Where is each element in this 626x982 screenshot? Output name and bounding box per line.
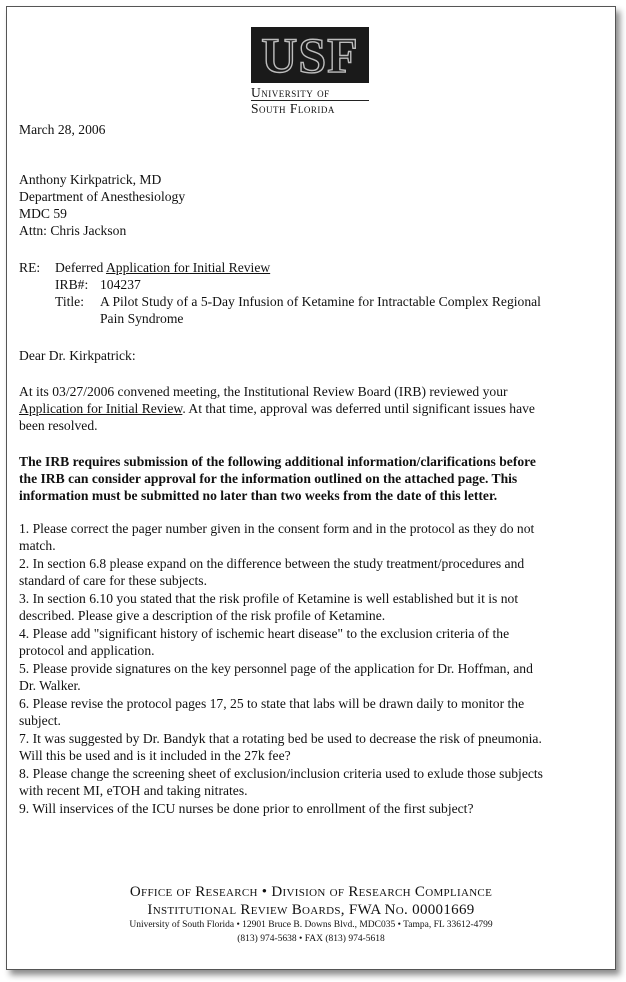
letter-date: March 28, 2006 — [19, 122, 106, 137]
title-label: Title: — [55, 294, 84, 309]
item-line: subject. — [19, 713, 61, 728]
footer-address: University of South Florida • 12901 Bruce B. Downs Blvd., MDC035 • Tampa, FL 33612-4799 — [129, 920, 493, 930]
salutation: Dear Dr. Kirkpatrick: — [19, 348, 136, 363]
item-line: 1. Please correct the pager number given in the consent form and in the protocol as they do not — [19, 521, 535, 536]
footer-phone: (813) 974-5638 • FAX (813) 974-5618 — [237, 934, 385, 944]
item-line: 9. Will inservices of the ICU nurses be done prior to enrollment of the first subject? — [19, 801, 474, 816]
logo-line-2: South Florida — [251, 101, 335, 116]
intro-line-2-rest: . At that time, approval was deferred until significant issues have — [182, 401, 535, 416]
recipient-attn: Attn: Chris Jackson — [19, 223, 127, 238]
irb-label: IRB#: — [55, 277, 89, 292]
requirement-line-1: The IRB requires submission of the following additional information/clarifications before — [19, 454, 536, 469]
usf-logo-mark — [251, 27, 369, 83]
re-deferred-prefix: Deferred — [55, 260, 104, 275]
item-line: 5. Please provide signatures on the key personnel page of the application for Dr. Hoffman, and — [19, 661, 533, 676]
intro-line-2 — [19, 400, 535, 417]
item-line: standard of care for these subjects. — [19, 573, 207, 588]
usf-logo-text: USF — [261, 27, 359, 83]
recipient-department: Department of Anesthesiology — [19, 189, 186, 204]
re-label: RE: — [19, 260, 41, 275]
intro-line-1: At its 03/27/2006 convened meeting, the Institutional Review Board (IRB) reviewed your — [19, 384, 508, 399]
usf-logo — [251, 27, 379, 116]
item-line: 8. Please change the screening sheet of exclusion/inclusion criteria used to exlude those subjects — [19, 766, 543, 781]
title-line-1: A Pilot Study of a 5-Day Infusion of Ketamine for Intractable Complex Regional — [100, 294, 541, 309]
footer-irb: Institutional Review Boards, FWA No. 00001669 — [147, 902, 475, 918]
item-line: 2. In section 6.8 please expand on the difference between the study treatment/procedures and — [19, 556, 525, 571]
title-line-2: Pain Syndrome — [100, 311, 184, 326]
item-line: protocol and application. — [19, 643, 155, 658]
re-application-link: Application for Initial Review — [105, 260, 271, 275]
intro-application-link: Application for Initial Review — [19, 401, 183, 416]
item-line: Will this be used and is it included in the 27k fee? — [19, 748, 291, 763]
irb-number: 104237 — [100, 277, 141, 292]
item-line: 6. Please revise the protocol pages 17, 25 to state that labs will be drawn daily to monitor the — [19, 696, 525, 711]
recipient-mdc: MDC 59 — [19, 206, 67, 221]
item-line: 3. In section 6.10 you stated that the risk profile of Ketamine is well established but it is not — [19, 591, 519, 606]
requirement-line-2: the IRB can consider approval for the information outlined on the attached page. This — [19, 471, 518, 486]
letter-page — [6, 6, 616, 970]
item-line: Dr. Walker. — [19, 678, 81, 693]
item-line: match. — [19, 538, 56, 553]
recipient-name: Anthony Kirkpatrick, MD — [19, 172, 162, 187]
re-deferred — [55, 259, 270, 276]
intro-line-3: been resolved. — [19, 418, 98, 433]
item-line: with recent MI, eTOH and taking nitrates. — [19, 783, 248, 798]
requirement-line-3: information must be submitted no later than two weeks from the date of this letter. — [19, 488, 498, 503]
item-line: 7. It was suggested by Dr. Bandyk that a rotating bed be used to decrease the risk of pneumonia. — [19, 731, 542, 746]
logo-line-1: University of — [251, 85, 369, 101]
footer-office: Office of Research • Division of Research Compliance — [129, 884, 493, 900]
item-line: 4. Please add "significant history of ischemic heart disease" to the exclusion criteria of the — [19, 626, 510, 641]
item-line: described. Please give a description of the risk profile of Ketamine. — [19, 608, 386, 623]
